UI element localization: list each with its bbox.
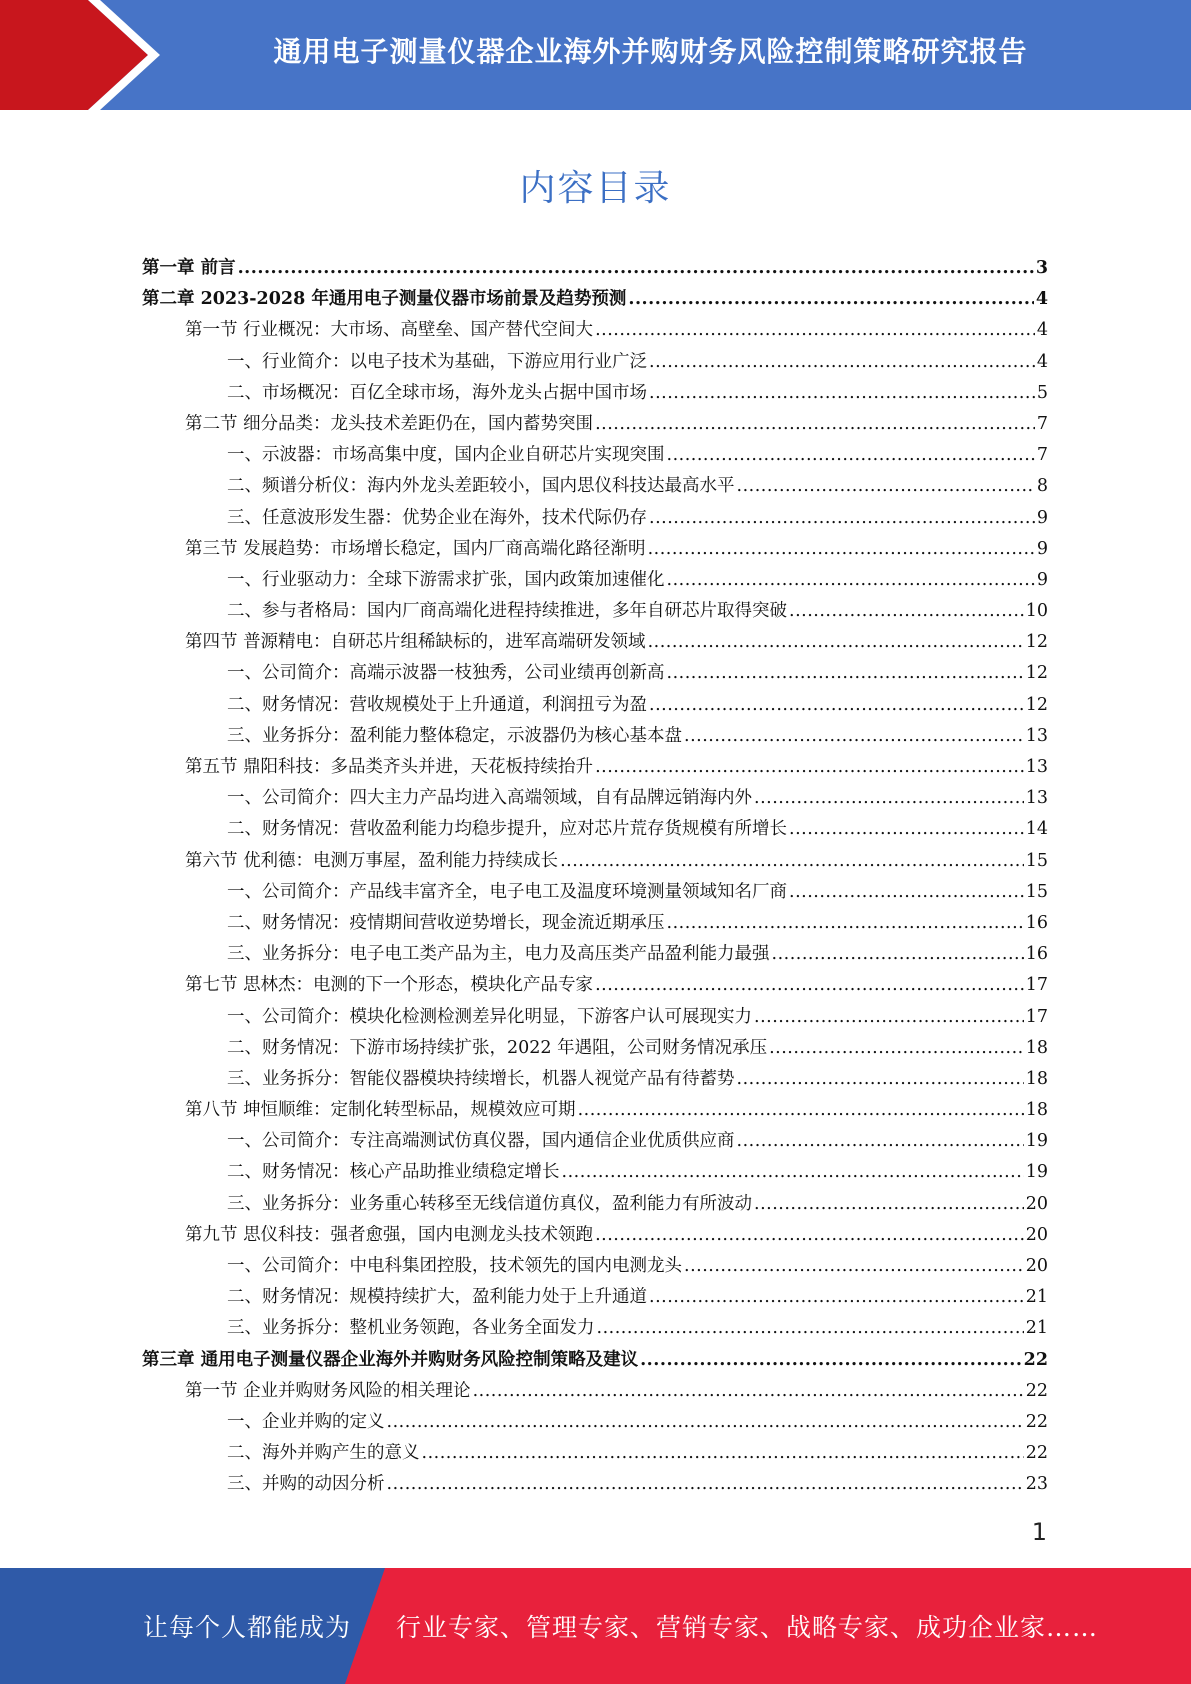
toc-entry-text: 第二章 2023-2028 年通用电子测量仪器市场前景及趋势预测 (142, 289, 627, 310)
toc-dot-leader (597, 1313, 1024, 1344)
toc-entry-text: 三、并购的动因分析 (227, 1474, 385, 1495)
toc-entry-text: 一、公司简介：四大主力产品均进入高端领域，自有品牌远销海内外 (227, 788, 752, 809)
toc-dot-leader (595, 752, 1024, 783)
toc-entry-text: 二、财务情况：下游市场持续扩张，2022 年遇阻，公司财务情况承压 (227, 1037, 768, 1058)
toc-dot-leader (789, 596, 1024, 627)
toc-entry-text: 一、公司简介：高端示波器一枝独秀，公司业绩再创新高 (227, 663, 665, 684)
toc-entry-page: 7 (1036, 445, 1048, 466)
toc-entry[interactable] (142, 690, 1048, 721)
toc-dot-leader (578, 1095, 1024, 1126)
toc-entry-page: 5 (1036, 382, 1048, 403)
toc-entry[interactable] (142, 471, 1048, 502)
toc-dot-leader (640, 1345, 1022, 1376)
toc-dot-leader (648, 627, 1024, 658)
toc-dot-leader (684, 721, 1024, 752)
toc-entry[interactable] (142, 846, 1048, 877)
toc-entry[interactable] (142, 1345, 1048, 1376)
toc-entry-page: 9 (1036, 507, 1048, 528)
toc-entry-text: 二、财务情况：规模持续扩大，盈利能力处于上升通道 (227, 1287, 647, 1308)
toc-entry-page: 12 (1025, 694, 1048, 715)
toc-entry[interactable] (142, 877, 1048, 908)
toc-dot-leader (649, 503, 1035, 534)
toc-dot-leader (560, 846, 1024, 877)
toc-entry-text: 一、公司简介：中电科集团控股，技术领先的国内电测龙头 (227, 1256, 682, 1276)
toc-entry-page: 20 (1025, 1224, 1048, 1245)
toc-entry-text: 第一节 行业概况：大市场、高壁垒、国产替代空间大 (185, 320, 594, 341)
toc-entry-text: 三、业务拆分：业务重心转移至无线信道仿真仪，盈利能力有所波动 (227, 1193, 752, 1214)
toc-entry-text: 一、示波器：市场高集中度，国内企业自研芯片实现突围 (227, 445, 665, 466)
toc-entry-text: 三、业务拆分：盈利能力整体稳定，示波器仍为核心基本盘 (227, 725, 682, 746)
toc-dot-leader (562, 1157, 1024, 1188)
toc-entry-page: 9 (1036, 569, 1048, 590)
toc-dot-leader (737, 1064, 1024, 1095)
toc-entry-page: 13 (1025, 788, 1048, 809)
toc-dot-leader (595, 315, 1035, 346)
toc-entry-text: 一、公司简介：模块化检测检测差异化明显，下游客户认可展现实力 (227, 1006, 752, 1027)
toc-entry[interactable] (142, 908, 1048, 939)
toc-dot-leader (684, 1251, 1024, 1282)
footer-slogan-right: 行业专家、管理专家、营销专家、战略专家、成功企业家…… (396, 1613, 1099, 1642)
toc-entry-text: 三、业务拆分：智能仪器模块持续增长，机器人视觉产品有待蓄势 (227, 1068, 735, 1089)
toc-entry[interactable] (142, 721, 1048, 752)
toc-entry-page: 19 (1025, 1162, 1048, 1183)
toc-entry-page: 15 (1025, 881, 1048, 902)
toc-entry[interactable] (142, 1157, 1048, 1188)
toc-entry[interactable] (142, 1376, 1048, 1407)
toc-entry-page: 23 (1025, 1474, 1048, 1495)
toc-entry-page: 20 (1025, 1193, 1048, 1214)
toc-entry-page: 16 (1025, 944, 1048, 965)
toc-entry[interactable] (142, 1438, 1048, 1469)
toc-entry-text: 二、财务情况：疫情期间营收逆势增长，现金流近期承压 (227, 912, 665, 933)
toc-entry[interactable] (142, 752, 1048, 783)
toc-entry[interactable] (142, 1095, 1048, 1126)
toc-entry-text: 一、行业驱动力：全球下游需求扩张，国内政策加速催化 (227, 569, 665, 590)
toc-dot-leader (648, 534, 1035, 565)
toc-entry-page: 17 (1025, 975, 1048, 996)
toc-dot-leader (789, 877, 1024, 908)
footer-slogan-left: 让每个人都能成为 (143, 1613, 352, 1642)
toc-entry-page: 8 (1036, 476, 1048, 497)
toc-entry[interactable] (142, 315, 1048, 346)
toc-entry[interactable] (142, 284, 1048, 315)
toc-entry[interactable] (142, 565, 1048, 596)
toc-entry-page: 15 (1025, 850, 1048, 871)
toc-entry-text: 第二节 细分品类：龙头技术差距仍在，国内蓄势突围 (185, 413, 594, 434)
toc-dot-leader (628, 284, 1033, 315)
toc-dot-leader (754, 1189, 1024, 1220)
toc-entry-text: 第六节 优利德：电测万事屋，盈利能力持续成长 (185, 850, 559, 871)
toc-entry[interactable] (142, 1064, 1048, 1095)
toc-dot-leader (667, 908, 1024, 939)
toc-entry-text: 二、参与者格局：国内厂商高端化进程持续推进，多年自研芯片取得突破 (227, 601, 787, 622)
toc-entry-page: 10 (1025, 601, 1048, 622)
toc-entry-text: 第一章 前言 (142, 258, 236, 278)
toc-entry-page: 18 (1025, 1100, 1048, 1121)
toc-dot-leader (649, 378, 1035, 409)
toc-entry[interactable] (142, 970, 1048, 1001)
toc-entry-text: 第七节 思林杰：电测的下一个形态，模块化产品专家 (185, 975, 594, 996)
toc-entry[interactable] (142, 1313, 1048, 1344)
toc-entry-page: 21 (1025, 1318, 1048, 1339)
toc-entry-text: 二、财务情况：营收规模处于上升通道，利润扭亏为盈 (227, 694, 647, 715)
toc-entry-text: 二、海外并购产生的意义 (227, 1443, 420, 1464)
toc-entry[interactable] (142, 253, 1048, 284)
toc-dot-leader (649, 347, 1035, 378)
toc-entry[interactable] (142, 783, 1048, 814)
toc-entry[interactable] (142, 658, 1048, 689)
toc-dot-leader (238, 253, 1034, 284)
toc-entry-text: 第四节 普源精电：自研芯片组稀缺标的，进军高端研发领域 (185, 632, 646, 653)
toc-entry-text: 第五节 鼎阳科技：多品类齐头并进，天花板持续抬升 (185, 757, 594, 777)
toc-entry-page: 16 (1025, 912, 1048, 933)
toc-dot-leader (595, 409, 1035, 440)
toc-entry[interactable] (142, 1407, 1048, 1438)
toc-entry-page: 4 (1036, 320, 1048, 341)
toc-entry-page: 3 (1035, 258, 1048, 278)
toc-dot-leader (772, 939, 1024, 970)
toc-entry-page: 12 (1025, 632, 1048, 653)
toc-entry-text: 第三节 发展趋势：市场增长稳定，国内厂商高端化路径渐明 (185, 538, 646, 559)
toc-dot-leader (667, 440, 1035, 471)
toc-entry-text: 二、市场概况：百亿全球市场，海外龙头占据中国市场 (227, 382, 647, 403)
page-header (0, 0, 1191, 110)
toc-dot-leader (595, 1220, 1024, 1251)
page-footer (0, 1568, 1191, 1684)
toc-dot-leader (667, 658, 1024, 689)
toc-entry[interactable] (142, 1033, 1048, 1064)
toc-entry[interactable] (142, 1002, 1048, 1033)
toc-entry[interactable] (142, 939, 1048, 970)
toc-entry-page: 13 (1025, 725, 1048, 746)
page-number: 1 (1031, 1518, 1047, 1546)
toc-entry-text: 二、频谱分析仪：海内外龙头差距较小，国内思仪科技达最高水平 (227, 476, 735, 497)
toc-entry-text: 三、业务拆分：电子电工类产品为主，电力及高压类产品盈利能力最强 (227, 944, 770, 965)
toc-entry[interactable] (142, 347, 1048, 378)
toc-entry-text: 第九节 思仪科技：强者愈强，国内电测龙头技术领跑 (185, 1224, 594, 1245)
toc-entry[interactable] (142, 1126, 1048, 1157)
toc-entry[interactable] (142, 378, 1048, 409)
toc-entry-text: 一、公司简介：专注高端测试仿真仪器，国内通信企业优质供应商 (227, 1131, 735, 1152)
table-of-contents (142, 253, 1048, 1501)
toc-dot-leader (754, 1002, 1024, 1033)
toc-entry-page: 22 (1023, 1349, 1048, 1370)
toc-entry-text: 第一节 企业并购财务风险的相关理论 (185, 1380, 471, 1401)
toc-dot-leader (737, 471, 1035, 502)
toc-dot-leader (769, 1033, 1024, 1064)
toc-entry-page: 17 (1025, 1006, 1048, 1027)
toc-entry[interactable] (142, 503, 1048, 534)
toc-entry-page: 18 (1025, 1068, 1048, 1089)
toc-entry-page: 19 (1025, 1131, 1048, 1152)
toc-entry-page: 4 (1036, 351, 1048, 372)
toc-dot-leader (789, 814, 1024, 845)
toc-entry-page: 12 (1025, 663, 1048, 684)
toc-dot-leader (667, 565, 1035, 596)
toc-dot-leader (387, 1469, 1024, 1500)
toc-entry[interactable] (142, 627, 1048, 658)
toc-entry[interactable] (142, 1189, 1048, 1220)
toc-entry-page: 22 (1025, 1411, 1048, 1432)
toc-entry-page: 4 (1035, 289, 1048, 310)
toc-entry[interactable] (142, 1282, 1048, 1313)
toc-entry-text: 第三章 通用电子测量仪器企业海外并购财务风险控制策略及建议 (142, 1349, 639, 1370)
toc-entry-text: 三、任意波形发生器：优势企业在海外，技术代际仍存 (227, 507, 647, 528)
toc-title: 内容目录 (519, 168, 672, 209)
toc-entry[interactable] (142, 1469, 1048, 1500)
toc-entry-text: 第八节 坤恒顺维：定制化转型标品，规模效应可期 (185, 1100, 576, 1121)
toc-dot-leader (387, 1407, 1024, 1438)
toc-entry-page: 9 (1036, 538, 1048, 559)
toc-entry[interactable] (142, 1251, 1048, 1282)
toc-entry-page: 13 (1025, 757, 1048, 777)
toc-entry-text: 一、公司简介：产品线丰富齐全，电子电工及温度环境测量领域知名厂商 (227, 881, 787, 902)
toc-entry-page: 20 (1025, 1256, 1048, 1276)
toc-entry-page: 18 (1025, 1037, 1048, 1058)
toc-entry[interactable] (142, 814, 1048, 845)
toc-entry-page: 21 (1025, 1287, 1048, 1308)
toc-entry-page: 7 (1036, 413, 1048, 434)
toc-entry-text: 二、财务情况：营收盈利能力均稳步提升，应对芯片荒存货规模有所增长 (227, 819, 787, 840)
toc-entry-text: 二、财务情况：核心产品助推业绩稳定增长 (227, 1162, 560, 1183)
toc-entry[interactable] (142, 596, 1048, 627)
toc-entry[interactable] (142, 409, 1048, 440)
toc-entry[interactable] (142, 440, 1048, 471)
toc-entry-page: 22 (1025, 1380, 1048, 1401)
toc-entry-text: 三、业务拆分：整机业务领跑，各业务全面发力 (227, 1318, 595, 1339)
toc-entry-text: 一、行业简介：以电子技术为基础，下游应用行业广泛 (227, 351, 647, 372)
toc-entry-text: 一、企业并购的定义 (227, 1411, 385, 1432)
toc-dot-leader (422, 1438, 1024, 1469)
toc-dot-leader (754, 783, 1024, 814)
toc-entry-page: 22 (1025, 1443, 1048, 1464)
toc-entry[interactable] (142, 1220, 1048, 1251)
toc-entry[interactable] (142, 534, 1048, 565)
toc-dot-leader (595, 970, 1024, 1001)
toc-dot-leader (737, 1126, 1024, 1157)
toc-entry-page: 14 (1025, 819, 1048, 840)
toc-dot-leader (649, 1282, 1024, 1313)
report-title: 通用电子测量仪器企业海外并购财务风险控制策略研究报告 (273, 35, 1028, 68)
toc-dot-leader (473, 1376, 1024, 1407)
toc-dot-leader (649, 690, 1024, 721)
